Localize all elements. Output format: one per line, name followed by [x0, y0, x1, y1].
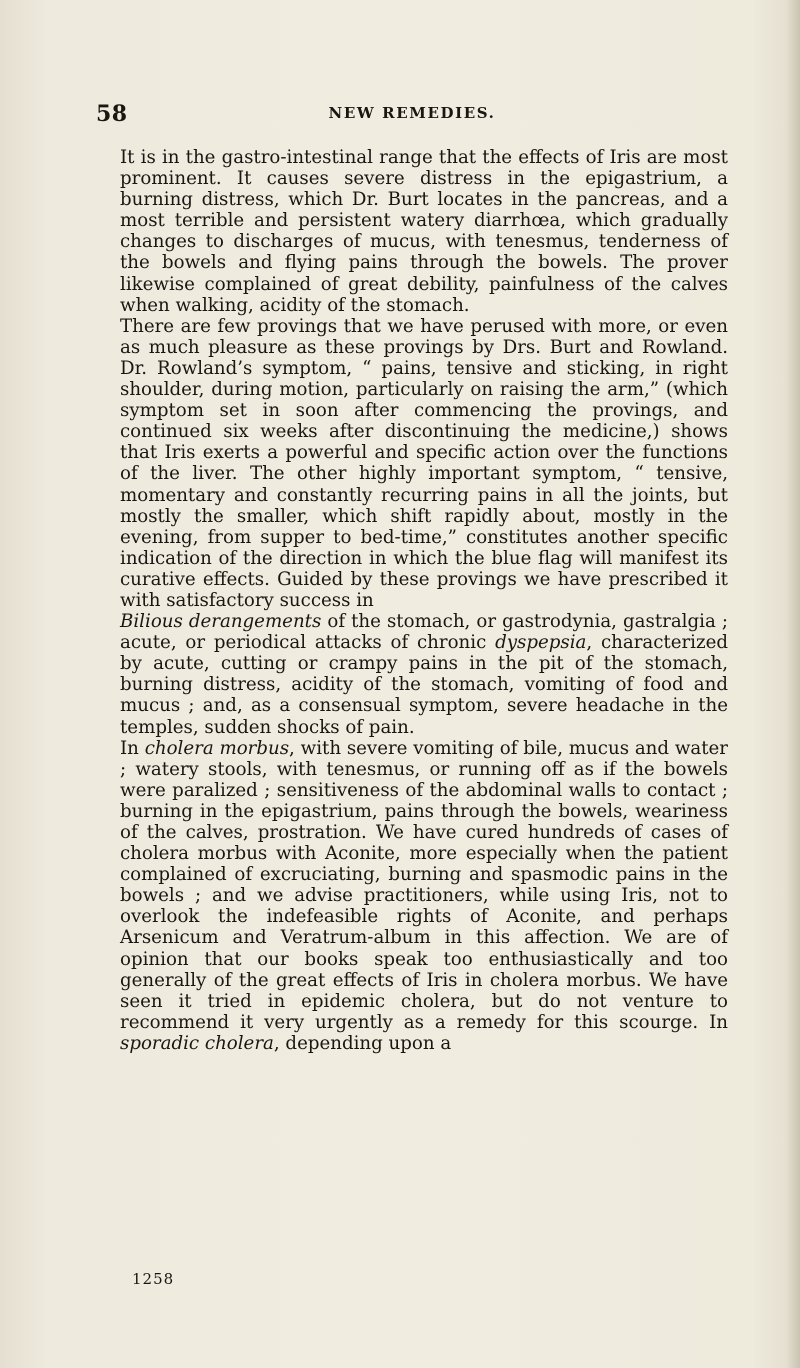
- italic-phrase: Bilious derangements: [120, 611, 322, 633]
- paragraph: [120, 738, 728, 1054]
- paragraph: [120, 611, 728, 738]
- text-run: , depending upon a: [273, 1032, 452, 1054]
- text-run: of the stomach, or gastrodynia, gastralgia ; acute, or periodical attacks of chronic: [120, 611, 728, 654]
- running-head: [96, 101, 728, 127]
- text-run: , with severe vomiting of bile, mucus and water ; watery stools, with tenesmus, or running off as if the bowels were paralized ; sensitiveness of the abdominal walls to contact ; burning in the epigastrium, pains through the bowels, weariness of the calves, prostration. We have cured hundreds of cases of cholera morbus with Aconite, more especially when the patient complained of excruciating, burning and spasmodic pains in the bowels ; and we advise practitioners, while using Iris, not to overlook the indefeasible rights of Aconite, and perhaps Arsenicum and Veratrum-album in this affection. We are of opinion that our books speak too enthusiastically and too generally of the great effects of Iris in cholera morbus. We have seen it tried in epidemic cholera, but do not venture to recommend it very urgently as a remedy for this scourge. In: [120, 737, 729, 1033]
- text-run: In: [120, 737, 145, 759]
- paragraph: [120, 147, 728, 316]
- page-edge-shadow: [786, 0, 800, 1368]
- text-run: , characterized by acute, cutting or crampy pains in the pit of the stomach, burning distress, acidity of the stomach, vomiting of food and mucus ; and, as a consensual symptom, severe headache in the temples, sudden shocks of pain.: [120, 632, 728, 738]
- body-text: [120, 147, 728, 1054]
- italic-phrase: sporadic cholera: [120, 1032, 274, 1054]
- text-run: It is in the gastro-intestinal range that the effects of Iris are most prominent. It causes severe distress in the epigastrium, a burning distress, which Dr. Burt locates in the pancreas, and a most terrible and persistent watery diarrhœa, which gradually changes to discharges of mucus, with tenesmus, tenderness of the bowels and flying pains through the bowels. The prover likewise complained of great debility, painfulness of the calves when walking, acidity of the stomach.: [120, 147, 728, 316]
- italic-phrase: dyspepsia: [495, 632, 587, 654]
- page-number: 58: [96, 101, 128, 127]
- paragraph: [120, 316, 728, 611]
- text-run: There are few provings that we have perused with more, or even as much pleasure as these provings by Drs. Burt and Rowland. Dr. Rowland’s symptom, “ pains, tensive and sticking, in right shoulder, during motion, particularly on raising the arm,” (which symptom set in soon after commencing the provings, and continued six weeks after discontinuing the medicine,) shows that Iris exerts a powerful and specific action over the functions of the liver. The other highly important symptom, “ tensive, momentary and constantly recurring pains in all the joints, but mostly the smaller, which shift rapidly about, mostly in the evening, from supper to bed-time,” constitutes another specific indication of the direction in which the blue flag will manifest its curative effects. Guided by these provings we have prescribed it with satisfactory success in: [120, 315, 728, 611]
- printer-signature: 1258: [132, 1270, 175, 1288]
- running-title: NEW REMEDIES.: [328, 104, 496, 122]
- italic-phrase: cholera morbus: [144, 737, 290, 759]
